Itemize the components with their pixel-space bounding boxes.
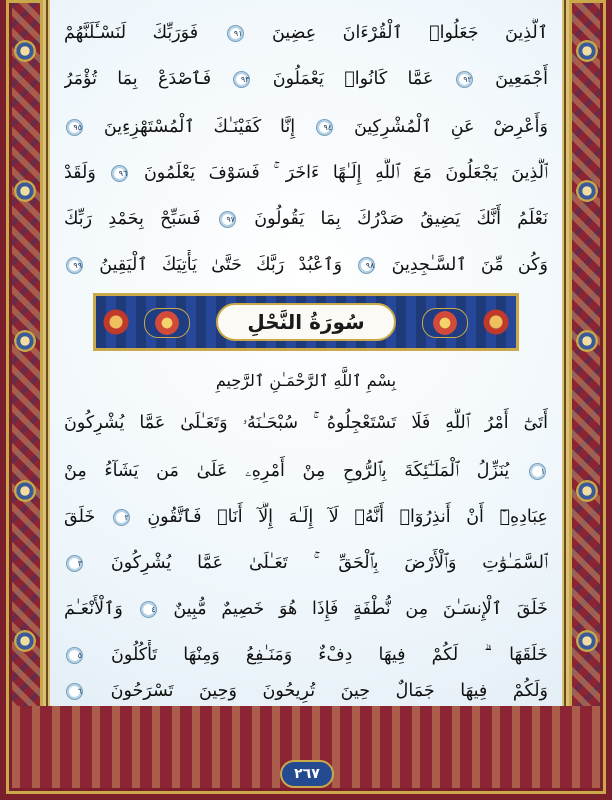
verse-line [64, 250, 548, 280]
verse-line [64, 456, 548, 486]
ayah-number-marker: ٩٩ [66, 257, 83, 274]
verse-text: وَٱلْأَنْعَـٰمَ [64, 599, 123, 619]
verse-text: عِبَادِهِۦٓ أَنْ أَنذِرُوٓا۟ أَنَّهُۥ لَآ إِلَـٰهَ إِلَّآ أَنَا۠ فَٱتَّقُونِ [147, 507, 548, 527]
verse-text: يُنَزِّلُ ٱلْمَلَـٰٓئِكَةَ بِٱلرُّوحِ مِنْ أَمْرِهِۦ عَلَىٰ مَن يَشَآءُ مِنْ [64, 461, 510, 481]
verse-text: ٱلَّذِينَ يَجْعَلُونَ مَعَ ٱللَّهِ إِلَـٰهًا ءَاخَرَ ۚ فَسَوْفَ يَعْلَمُونَ [143, 163, 548, 183]
frame-medallion-icon [14, 330, 36, 352]
ayah-number-marker: ٩٨ [358, 257, 375, 274]
ayah-number-marker: ٩٦ [111, 165, 128, 182]
ayah-number-marker: ٤ [140, 601, 157, 618]
verse-text: فَسَبِّحْ بِحَمْدِ رَبِّكَ [64, 209, 201, 229]
frame-medallion-icon [576, 180, 598, 202]
verse-text: وَلَقَدْ [64, 163, 96, 183]
ayah-number-marker: ٩٧ [219, 211, 236, 228]
frame-medallion-icon [576, 480, 598, 502]
verse-text: أَتَىٰٓ أَمْرُ ٱللَّهِ فَلَا تَسْتَعْجِلُوهُ ۚ سُبْحَـٰنَهُۥ وَتَعَـٰلَىٰ عَمَّا يُشْرِكُونَ [64, 413, 548, 433]
verse-line [64, 594, 548, 624]
verse-line [64, 112, 548, 142]
frame-medallion-icon [576, 330, 598, 352]
verse-text: نَعْلَمُ أَنَّكَ يَضِيقُ صَدْرُكَ بِمَا يَقُولُونَ [254, 209, 548, 229]
surah-header-band [93, 293, 519, 351]
ayah-number-marker: ٩٢ [456, 71, 473, 88]
page-number-badge: ٢٦٧ [280, 760, 334, 788]
verse-text: وَٱعْبُدْ رَبَّكَ حَتَّىٰ يَأْتِيَكَ ٱلْيَقِينُ [99, 255, 343, 275]
verse-text: خَلَقَ [64, 507, 96, 527]
basmala: بِسْمِ ٱللَّهِ ٱلرَّحْمَـٰنِ ٱلرَّحِيمِ [215, 371, 397, 390]
ayah-number-marker: ٢ [113, 509, 130, 526]
ayah-number-marker: ٩٥ [66, 119, 83, 136]
verse-line [64, 18, 548, 48]
text-area [50, 0, 562, 706]
verse-text: ٱلسَّمَـٰوَٰتِ وَٱلْأَرْضَ بِٱلْحَقِّ ۚ تَعَـٰلَىٰ عَمَّا يُشْرِكُونَ [110, 553, 548, 573]
verse-text: ٱلَّذِينَ جَعَلُوا۟ ٱلْقُرْءَانَ عِضِينَ [271, 23, 548, 43]
verse-line [64, 204, 548, 234]
frame-medallion-icon [576, 630, 598, 652]
frame-medallion-icon [576, 40, 598, 62]
ayah-number-marker: ٥ [66, 647, 83, 664]
verse-text: خَلَقَ ٱلْإِنسَـٰنَ مِن نُّطْفَةٍ فَإِذَا هُوَ خَصِيمٌ مُّبِينٌ [173, 599, 548, 619]
verse-text: خَلَقَهَا ۗ لَكُمْ فِيهَا دِفْءٌ وَمَنَـٰفِعُ وَمِنْهَا تَأْكُلُونَ [111, 645, 548, 665]
verse-text: فَوَرَبِّكَ لَنَسْـَٔلَنَّهُمْ [64, 23, 199, 43]
frame-medallion-icon [14, 630, 36, 652]
verse-text: أَجْمَعِينَ [495, 69, 548, 89]
verse-line [64, 158, 548, 188]
verse-text: إِنَّا كَفَيْنَـٰكَ ٱلْمُسْتَهْزِءِينَ [103, 117, 296, 137]
ayah-number-marker: ٩٤ [316, 119, 333, 136]
ayah-number-marker: ٩١ [227, 25, 244, 42]
verse-text: عَمَّا كَانُوا۟ يَعْمَلُونَ [272, 69, 434, 89]
verse-line [64, 502, 548, 532]
ayah-number-marker: ٩٣ [233, 71, 250, 88]
ayah-number-marker: ٦ [66, 683, 83, 700]
frame-medallion-icon [14, 480, 36, 502]
ayah-number-marker: ١ [529, 463, 546, 480]
frame-medallion-icon [14, 40, 36, 62]
verse-text: وَأَعْرِضْ عَنِ ٱلْمُشْرِكِينَ [353, 117, 548, 137]
verse-line [64, 64, 548, 94]
verse-text: فَٱصْدَعْ بِمَا تُؤْمَرُ [64, 69, 212, 89]
header-ornament-icon [144, 308, 190, 338]
ayah-number-marker: ٣ [66, 555, 83, 572]
verse-text: وَكُن مِّنَ ٱلسَّـٰجِدِينَ [391, 255, 548, 275]
header-ornament-icon [422, 308, 468, 338]
surah-title: سُورَةُ النَّحْلِ [216, 303, 396, 341]
verse-text: وَلَكُمْ فِيهَا جَمَالٌ حِينَ تُرِيحُونَ وَحِينَ تَسْرَحُونَ [110, 681, 548, 701]
verse-line [64, 676, 548, 706]
verse-line [64, 640, 548, 670]
verse-line [64, 548, 548, 578]
verse-line [64, 408, 548, 438]
frame-medallion-icon [14, 180, 36, 202]
